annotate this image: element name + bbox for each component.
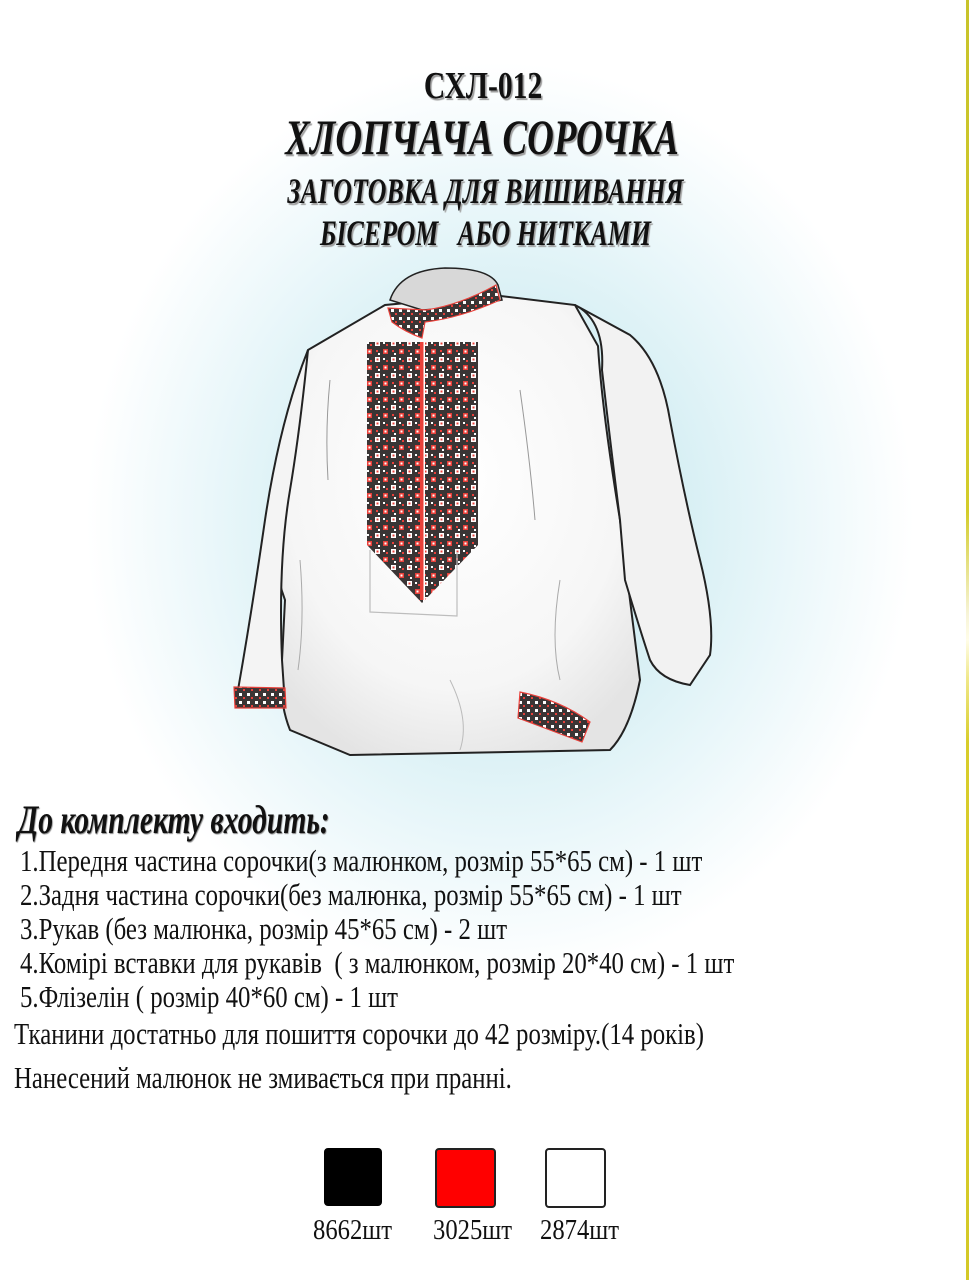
bead-swatch-white	[545, 1148, 606, 1208]
washable-note: Нанесений малюнок не змивається при пранні.	[14, 1060, 512, 1095]
product-subtitle-line2: БІСЕРОМ АБО НИТКАМИ	[319, 213, 651, 253]
bead-swatch-black	[324, 1148, 382, 1206]
kit-item: 3.Рукав (без малюнка, розмір 45*65 см) - 2 шт	[20, 911, 508, 946]
product-title: ХЛОПЧАЧА СОРОЧКА	[285, 109, 679, 165]
kit-item: 5.Флізелін ( розмір 40*60 см) - 1 шт	[20, 979, 399, 1014]
bead-count-white: 2874шт	[540, 1214, 620, 1246]
bead-count-black: 8662шт	[313, 1214, 393, 1246]
kit-items-list	[20, 844, 969, 1014]
product-code: СХЛ-012	[423, 65, 543, 107]
fabric-note: Тканини достатньо для пошиття сорочки до 42 розміру.(14 років)	[14, 1016, 705, 1051]
kit-item: 4.Комірі вставки для рукавів ( з малюнком, розмір 20*40 см) - 1 шт	[20, 945, 735, 980]
kit-heading: До комплекту входить:	[18, 797, 330, 842]
bead-swatch-red	[435, 1148, 496, 1208]
product-subtitle-line1: ЗАГОТОВКА ДЛЯ ВИШИВАННЯ	[287, 171, 684, 211]
shirt-illustration	[230, 260, 790, 780]
kit-item: 2.Задня частина сорочки(без малюнка, розмір 55*65 см) - 1 шт	[20, 877, 682, 912]
bead-count-red: 3025шт	[433, 1214, 513, 1246]
kit-item: 1.Передня частина сорочки(з малюнком, розмір 55*65 см) - 1 шт	[20, 843, 703, 878]
